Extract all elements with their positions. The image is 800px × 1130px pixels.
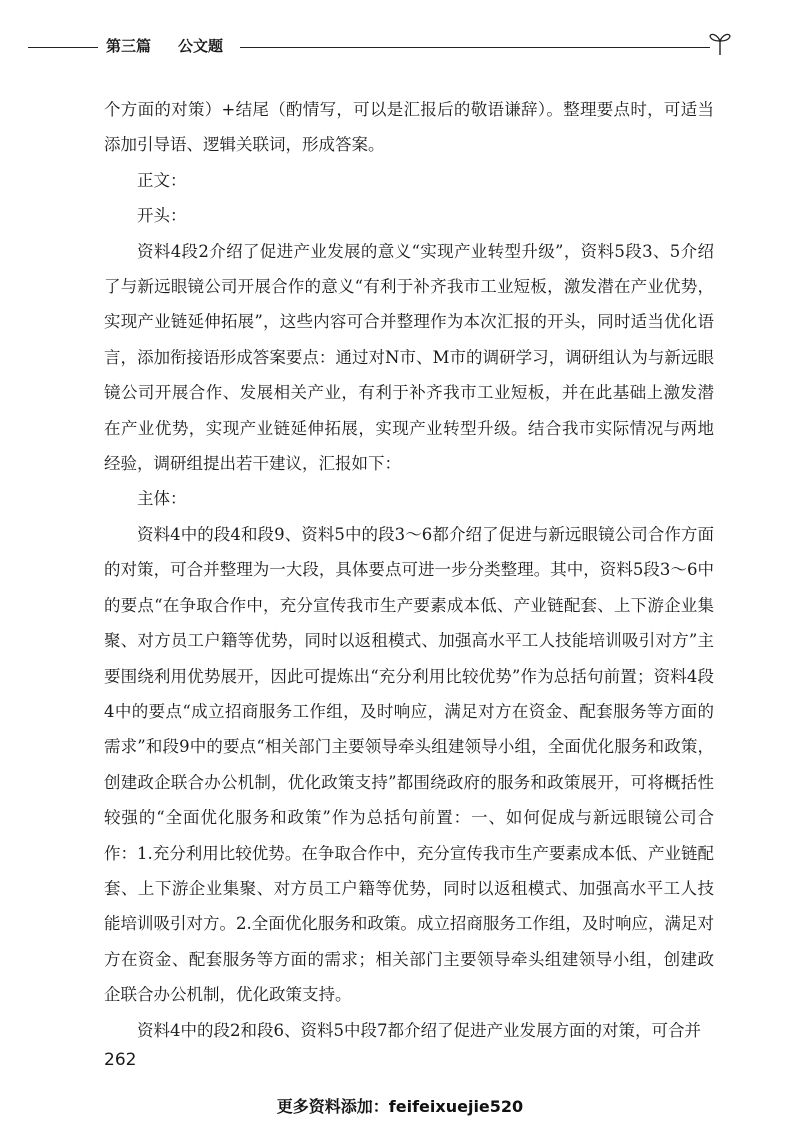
page-number: 262 — [104, 1050, 137, 1070]
watermark: 更多资料添加：feifeixuejie520 — [276, 1097, 524, 1116]
header-title: 公文题 — [178, 37, 224, 55]
header-rule-right — [240, 47, 710, 48]
running-header — [28, 30, 728, 64]
body-text — [104, 92, 714, 1048]
label-main-text: 正文： — [137, 170, 187, 190]
label-opening: 开头： — [137, 206, 187, 226]
paragraph-body: 资料4中的段4和段9、资料5中的段3～6都介绍了促进与新远眼镜公司合作方面的对策，可合并整理为一大段，具体要点可进一步分类整理。其中，资料5段3～6中的要点“在争取合作中，充分宣传我市生产要素成本低、产业链配套、上下游企业集聚、对方员工户籍等优势，同时以返租模式、加强高水平工人技能培训吸引对方”主要围绕利用优势展开，因此可提炼出“充分利用比较优势”作为总括句前置；资料4段4中的要点“成立招商服务工作组，及时响应，满足对方在资金、配套服务等方面的需求”和段9中的要点“相关部门主要领导牵头组建领导小组，全面优化服务和政策，创建政企联合办公机制，优化政策支持”都围绕政府的服务和政策展开，可将概括性较强的“全面优化服务和政策”作为总括句前置：一、如何促成与新远眼镜公司合作：1.充分利用比较优势。在争取合作中，充分宣传我市生产要素成本低、产业链配套、上下游企业集聚、对方员工户籍等优势，同时以返租模式、加强高水平工人技能培训吸引对方。2.全面优化服务和政策。成立招商服务工作组，及时响应，满足对方在资金、配套服务等方面的需求；相关部门主要领导牵头组建领导小组，创建政企联合办公机制，优化政策支持。 — [104, 524, 714, 1005]
paragraph-final: 资料4中的段2和段6、资料5中段7都介绍了促进产业发展方面的对策，可合并 — [137, 1020, 701, 1040]
header-section: 第三篇 — [106, 37, 152, 55]
label-body: 主体： — [137, 489, 187, 509]
paragraph-continuation: 个方面的对策）+结尾（酌情写，可以是汇报后的敬语谦辞）。整理要点时，可适当添加引导语、逻辑关联词，形成答案。 — [104, 100, 714, 155]
sprout-icon — [708, 30, 732, 56]
header-rule-left — [28, 47, 98, 48]
paragraph-opening: 资料4段2介绍了促进产业发展的意义“实现产业转型升级”，资料5段3、5介绍了与新远眼镜公司开展合作的意义“有利于补齐我市工业短板，激发潜在产业优势，实现产业链延伸拓展”，这些内容可合并整理作为本次汇报的开头，同时适当优化语言，添加衔接语形成答案要点：通过对N市、M市的调研学习，调研组认为与新远眼镜公司开展合作、发展相关产业，有利于补齐我市工业短板，并在此基础上激发潜在产业优势，实现产业链延伸拓展，实现产业转型升级。结合我市实际情况与两地经验，调研组提出若干建议，汇报如下： — [104, 241, 714, 474]
